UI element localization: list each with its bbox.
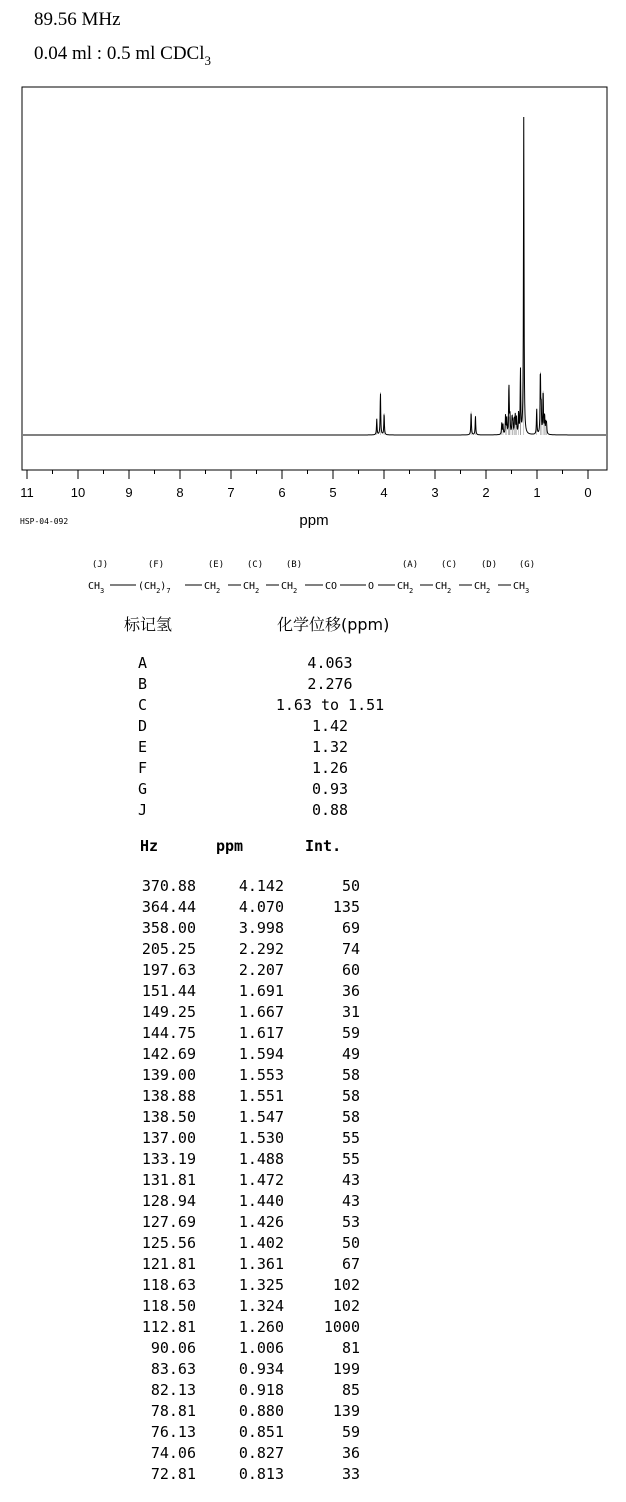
peak-cell: 83.63 [150, 1360, 196, 1378]
peak-cell: 1.553 [238, 1066, 284, 1084]
peak-cell: 112.81 [141, 1318, 196, 1336]
peak-cell: 58 [341, 1108, 360, 1126]
group-label: (F) [147, 560, 165, 570]
peak-cell: 50 [341, 1234, 360, 1252]
peak-cell: 1.006 [238, 1339, 284, 1357]
peak-cell: 59 [341, 1024, 360, 1042]
peak-cell: 127.69 [141, 1213, 196, 1231]
peak-cell: 199 [332, 1360, 360, 1378]
peak-cell: 36 [341, 982, 360, 1000]
peak-cell: 53 [341, 1213, 360, 1231]
x-tick-label-4: 4 [380, 485, 388, 500]
group-label: (C) [440, 560, 458, 570]
peak-cell: 43 [341, 1192, 360, 1210]
assign-shift: 1.32 [311, 738, 349, 756]
peak-cell: 144.75 [141, 1024, 196, 1042]
peak-cell: 1.667 [238, 1003, 284, 1021]
peak-cell: 102 [332, 1297, 360, 1315]
peak-cell: 59 [341, 1423, 360, 1441]
peak-cell: 1000 [323, 1318, 360, 1336]
peak-cell: 3.998 [238, 919, 284, 937]
assign-col2-header: 化学位移(ppm) [277, 615, 390, 634]
x-tick-label-3: 3 [431, 485, 439, 500]
peak-cell: 43 [341, 1171, 360, 1189]
peak-cell: 1.472 [238, 1171, 284, 1189]
peak-cell: 69 [341, 919, 360, 937]
peak-cell: 131.81 [141, 1171, 196, 1189]
peak-cell: 149.25 [141, 1003, 196, 1021]
x-tick-label-7: 7 [227, 485, 235, 500]
peak-cell: 138.88 [141, 1087, 196, 1105]
peak-cell: 1.361 [238, 1255, 284, 1273]
assign-shift: 1.63 to 1.51 [275, 696, 385, 714]
group-label: (G) [518, 560, 536, 570]
assign-label: J [138, 801, 148, 819]
peak-cell: 1.530 [238, 1129, 284, 1147]
peak-cell: 102 [332, 1276, 360, 1294]
assign-label: C [138, 696, 148, 714]
formula-segment-4: $CH_2$ [281, 581, 298, 595]
peak-cell: 137.00 [141, 1129, 196, 1147]
peak-cell: 151.44 [141, 982, 196, 1000]
peak-cell: 1.594 [238, 1045, 284, 1063]
formula-segment-5: CO [325, 581, 338, 592]
peak-cell: 31 [341, 1003, 360, 1021]
peak-cell: 0.851 [238, 1423, 284, 1441]
assign-shift: 2.276 [307, 675, 353, 693]
peak-cell: 118.50 [141, 1297, 196, 1315]
peak-cell: 1.691 [238, 982, 284, 1000]
group-label: (C) [246, 560, 264, 570]
spectrum-code: HSP-04-092 [20, 517, 69, 526]
sample-text: 0.04 ml : 0.5 ml CDCl [34, 43, 205, 64]
x-tick-label-0: 0 [584, 485, 592, 500]
assign-shift: 4.063 [307, 654, 353, 672]
peak-cell: 139.00 [141, 1066, 196, 1084]
x-tick-label-10: 10 [70, 485, 86, 500]
peak-cell: 0.934 [238, 1360, 284, 1378]
peak-cell: 76.13 [150, 1423, 196, 1441]
peak-cell: 139 [332, 1402, 360, 1420]
assign-shift: 1.42 [311, 717, 349, 735]
plot-frame [22, 87, 607, 470]
peak-header-2: Int. [305, 837, 342, 855]
peak-cell: 58 [341, 1066, 360, 1084]
x-tick-label-2: 2 [482, 485, 490, 500]
peak-cell: 125.56 [141, 1234, 196, 1252]
peak-cell: 0.918 [238, 1381, 284, 1399]
x-tick-label-8: 8 [176, 485, 184, 500]
assign-shift: 0.93 [311, 780, 349, 798]
group-label: (J) [91, 560, 109, 570]
peak-cell: 82.13 [150, 1381, 196, 1399]
peak-cell: 118.63 [141, 1276, 196, 1294]
peak-cell: 72.81 [150, 1465, 196, 1483]
formula-segment-7: $CH_2$ [397, 581, 414, 595]
x-tick-label-5: 5 [329, 485, 337, 500]
peak-cell: 2.207 [238, 961, 284, 979]
peak-cell: 128.94 [141, 1192, 196, 1210]
peak-cell: 67 [341, 1255, 360, 1273]
group-label: (E) [207, 560, 225, 570]
peak-cell: 133.19 [141, 1150, 196, 1168]
spectrum-trace [23, 117, 606, 435]
peak-cell: 50 [341, 877, 360, 895]
peak-cell: 1.260 [238, 1318, 284, 1336]
peak-cell: 1.551 [238, 1087, 284, 1105]
formula-segment-0: $CH_3$ [88, 581, 105, 595]
peak-cell: 142.69 [141, 1045, 196, 1063]
peak-cell: 197.63 [141, 961, 196, 979]
formula-segment-2: $CH_2$ [204, 581, 221, 595]
peak-cell: 85 [341, 1381, 360, 1399]
peak-cell: 81 [341, 1339, 360, 1357]
peak-cell: 49 [341, 1045, 360, 1063]
peak-cell: 135 [332, 898, 360, 916]
peak-cell: 58 [341, 1087, 360, 1105]
group-label: (D) [480, 560, 498, 570]
assign-shift: 0.88 [311, 801, 349, 819]
formula-segment-3: $CH_2$ [243, 581, 260, 595]
peak-cell: 4.142 [238, 877, 284, 895]
assign-col1-header: 标记氢 [124, 615, 173, 634]
peak-cell: 4.070 [238, 898, 284, 916]
peak-cell: 1.325 [238, 1276, 284, 1294]
assign-label: B [138, 675, 148, 693]
peak-cell: 0.880 [238, 1402, 284, 1420]
x-tick-label-1: 1 [533, 485, 541, 500]
peak-cell: 60 [341, 961, 360, 979]
assign-label: A [138, 654, 148, 672]
x-tick-label-9: 9 [125, 485, 133, 500]
group-label: (B) [285, 560, 303, 570]
peak-cell: 370.88 [141, 877, 196, 895]
formula-segment-6: O [368, 581, 375, 592]
structure-formula [0, 548, 626, 598]
peak-cell: 1.488 [238, 1150, 284, 1168]
assign-label: F [138, 759, 148, 777]
formula-segment-8: $CH_2$ [435, 581, 452, 595]
peak-cell: 1.426 [238, 1213, 284, 1231]
peak-cell: 0.813 [238, 1465, 284, 1483]
x-tick-label-6: 6 [278, 485, 286, 500]
peak-cell: 1.617 [238, 1024, 284, 1042]
formula-segment-1: $(CH_2)_7$ [138, 581, 171, 595]
peak-cell: 78.81 [150, 1402, 196, 1420]
peak-header-0: Hz [140, 837, 159, 855]
sample-subscript: 3 [204, 53, 211, 68]
nmr-spectrum-chart [0, 0, 626, 540]
peak-cell: 1.440 [238, 1192, 284, 1210]
assign-label: D [138, 717, 148, 735]
assign-shift: 1.26 [311, 759, 349, 777]
peak-cell: 1.402 [238, 1234, 284, 1252]
peak-header-1: ppm [216, 837, 244, 855]
x-axis-label: ppm [299, 512, 329, 529]
group-label: (A) [401, 560, 419, 570]
peak-cell: 138.50 [141, 1108, 196, 1126]
x-tick-label-11: 11 [20, 485, 34, 500]
peak-cell: 90.06 [150, 1339, 196, 1357]
assign-label: G [138, 780, 148, 798]
peak-cell: 36 [341, 1444, 360, 1462]
peak-cell: 55 [341, 1129, 360, 1147]
peak-cell: 2.292 [238, 940, 284, 958]
peak-cell: 1.547 [238, 1108, 284, 1126]
peak-cell: 1.324 [238, 1297, 284, 1315]
peak-cell: 55 [341, 1150, 360, 1168]
peak-cell: 74 [341, 940, 360, 958]
spectrometer-frequency: 89.56 MHz [34, 9, 121, 30]
peak-cell: 74.06 [150, 1444, 196, 1462]
peak-cell: 33 [341, 1465, 360, 1483]
peak-cell: 205.25 [141, 940, 196, 958]
peak-cell: 121.81 [141, 1255, 196, 1273]
formula-segment-9: $CH_2$ [474, 581, 491, 595]
formula-segment-10: $CH_3$ [513, 581, 530, 595]
assign-label: E [138, 738, 148, 756]
peak-cell: 358.00 [141, 919, 196, 937]
peak-cell: 364.44 [141, 898, 196, 916]
peak-cell: 0.827 [238, 1444, 284, 1462]
